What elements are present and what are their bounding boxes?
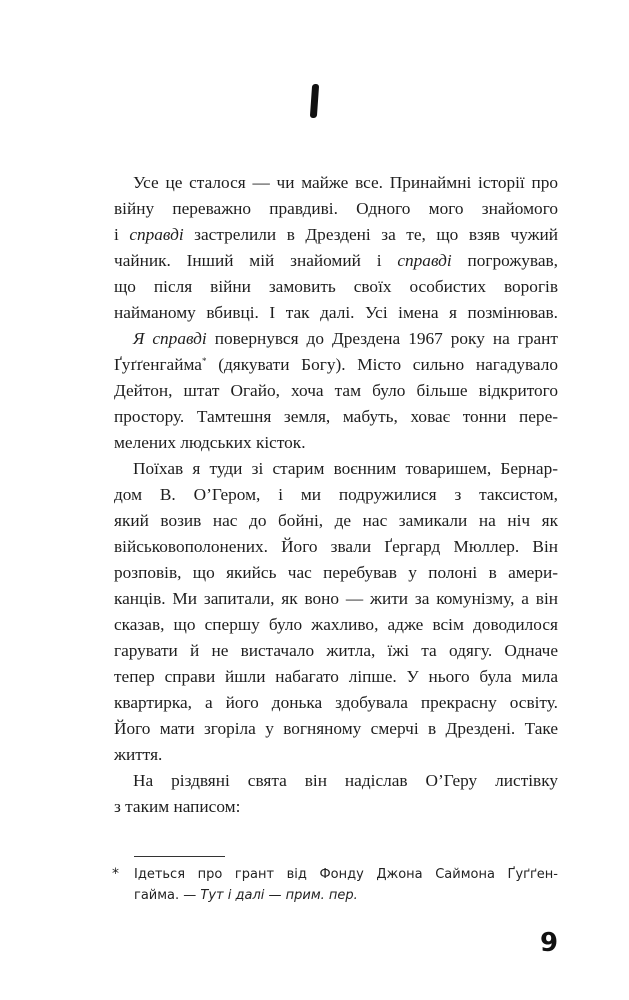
text-segment: дом В. О’Гером, і ми подружилися з таксистом, xyxy=(114,485,558,504)
text-line xyxy=(114,586,558,612)
text-segment: мелених людських кісток. xyxy=(114,433,306,452)
text-segment: (дякувати Богу). Місто сильно нагадувало xyxy=(206,355,558,374)
text-segment: що після війни замовить своїх особистих ворогів xyxy=(114,277,558,296)
text-line xyxy=(114,560,558,586)
text-segment: погрожував, xyxy=(451,251,559,270)
text-line xyxy=(114,794,558,820)
paragraph xyxy=(114,456,558,768)
text-segment: чайник. Інший мій знайомий і xyxy=(114,251,398,270)
text-line xyxy=(114,508,558,534)
text-segment: життя. xyxy=(114,745,163,764)
body-text xyxy=(114,170,558,820)
text-line xyxy=(114,404,558,430)
text-segment: канців. Ми запитали, як воно — жити за комунізму, а він xyxy=(114,589,558,608)
text-segment: застрелили в Дрездені за те, що взяв чужий xyxy=(183,225,559,244)
footnote-divider xyxy=(134,856,225,857)
text-line xyxy=(114,300,558,326)
text-segment: тепер справи йшли набагато ліпше. У нього була мила xyxy=(114,667,558,686)
emphasis-text: справді xyxy=(129,225,184,244)
text-line xyxy=(114,768,558,794)
paragraph xyxy=(114,326,558,456)
text-segment: квартирка, а його донька здобувала прекрасну освіту. xyxy=(114,693,558,712)
text-line xyxy=(114,170,558,196)
text-line xyxy=(114,742,558,768)
text-segment: Поїхав я туди зі старим воєнним товаришем, Бернар- xyxy=(133,459,558,478)
footnote-line: Ідеться про грант від Фонду Джона Саймона Ґуґґен- xyxy=(134,867,558,882)
page-number: 9 xyxy=(540,928,559,958)
emphasis-text: Я справді xyxy=(133,329,207,348)
paragraph xyxy=(114,170,558,326)
text-segment: Дейтон, штат Огайо, хоча там було більше відкритого xyxy=(114,381,558,400)
text-line xyxy=(114,326,558,352)
text-line xyxy=(114,612,558,638)
text-segment: сказав, що спершу було жахливо, адже всім доводилося xyxy=(114,615,558,634)
text-line xyxy=(114,274,558,300)
text-segment: який возив нас до бойні, де нас замикали на ніч як xyxy=(114,511,558,530)
text-line xyxy=(114,534,558,560)
text-line xyxy=(114,638,558,664)
text-segment: найманому вбивці. І так далі. Усі імена я позмінював. xyxy=(114,303,558,322)
text-line xyxy=(114,456,558,482)
emphasis-text: справді xyxy=(397,251,452,270)
paragraph xyxy=(114,768,558,820)
text-line xyxy=(114,690,558,716)
footnote-text: гайма. — xyxy=(134,888,201,903)
text-segment: розповів, що якийсь час перебував у полоні в амери- xyxy=(114,563,558,582)
text-segment: Ґуґґенгайма xyxy=(114,355,202,374)
text-segment: війну переважно правдиві. Одного мого знайомого xyxy=(114,199,558,218)
text-segment: гарувати й не вистачало житла, їжі та одягу. Одначе xyxy=(114,641,558,660)
text-line xyxy=(114,352,558,378)
footnote-reference: * xyxy=(201,356,207,366)
text-line xyxy=(114,222,558,248)
text-line xyxy=(114,378,558,404)
text-segment: військовополонених. Його звали Ґергард Мюллер. Він xyxy=(114,537,558,556)
text-segment: з таким написом: xyxy=(114,797,241,816)
text-segment: повернувся до Дрездена 1967 року на грант xyxy=(206,329,558,348)
footnote-mark: * xyxy=(112,866,119,882)
text-segment: На різдвяні свята він надіслав О’Геру листівку xyxy=(133,771,558,790)
chapter-numeral-glyph xyxy=(310,84,319,118)
translator-note: Тут і далі — прим. пер. xyxy=(200,888,358,903)
text-line xyxy=(114,196,558,222)
text-segment: простору. Тамтешня земля, мабуть, ховає тонни пере- xyxy=(114,407,558,426)
text-segment: Його мати згоріла у вогняному смерчі в Дрездені. Таке xyxy=(114,719,558,738)
text-line xyxy=(114,430,558,456)
chapter-number xyxy=(0,82,629,128)
text-segment: і xyxy=(114,225,130,244)
text-line xyxy=(114,248,558,274)
footnote xyxy=(134,864,558,906)
text-segment: Усе це сталося — чи майже все. Принаймні історії про xyxy=(133,173,558,192)
text-line xyxy=(114,664,558,690)
text-line xyxy=(114,716,558,742)
text-line xyxy=(114,482,558,508)
footnote-line xyxy=(134,885,558,906)
